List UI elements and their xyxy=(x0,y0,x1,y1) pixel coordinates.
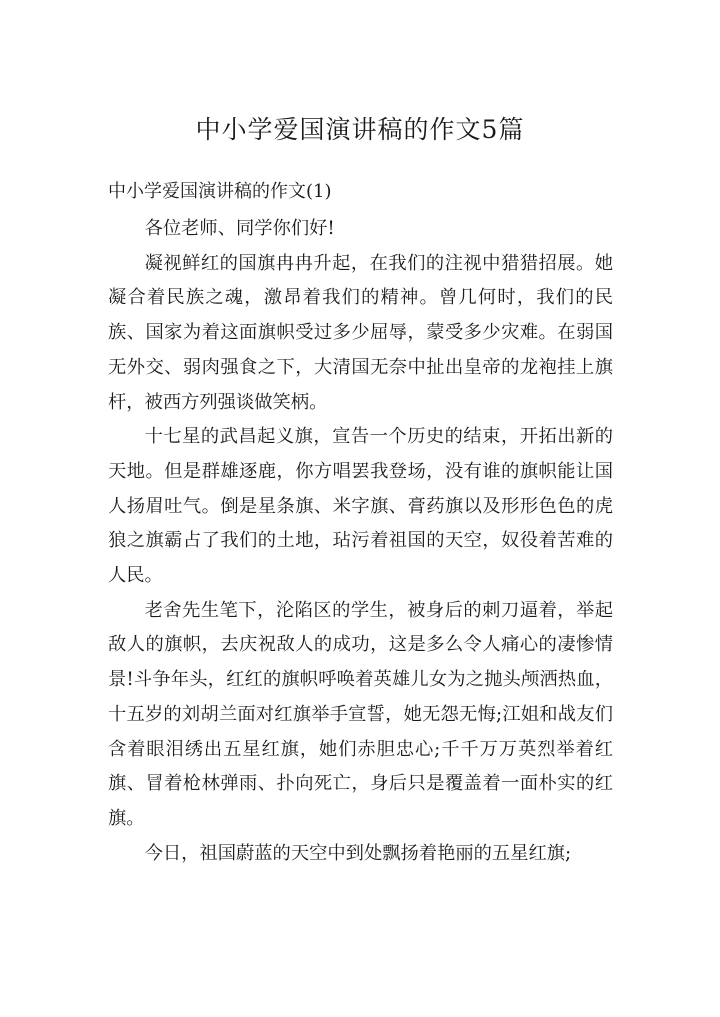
document-title: 中小学爱国演讲稿的作文5篇 xyxy=(195,115,525,144)
paragraph-greeting: 各位老师、同学你们好! xyxy=(144,218,335,239)
paragraph: 今日，祖国蔚蓝的天空中到处飘扬着艳丽的五星红旗; xyxy=(144,842,572,864)
document-body xyxy=(108,212,613,871)
paragraph: 老舍先生笔下，沦陷区的学生，被身后的刺刀逼着，举起敌人的旗帜，去庆祝敌人的成功，这是多么令人痛心的凄惨情景!斗争年头，红红的旗帜呼唤着英雄儿女为之抛头颅洒热血，十五岁的刘胡兰面对红旗举手宣誓，她无怨无悔;江姐和战友们含着眼泪绣出五星红旗，她们赤胆忠心;千千万万英烈举着红旗、冒着枪林弹雨、扑向死亡，身后只是覆盖着一面朴实的红旗。 xyxy=(108,599,613,829)
paragraph: 十七星的武昌起义旗，宣告一个历史的结束，开拓出新的天地。但是群雄逐鹿，你方唱罢我登场，没有谁的旗帜能让国人扬眉吐气。倒是星条旗、米字旗、膏药旗以及形形色色的虎狼之旗霸占了我们的土地，玷污着祖国的天空，奴役着苦难的人民。 xyxy=(108,426,613,587)
paragraph: 凝视鲜红的国旗冉冉升起，在我们的注视中猎猎招展。她凝合着民族之魂，激昂着我们的精神。曾几何时，我们的民族、国家为着这面旗帜受过多少屈辱，蒙受多少灾难。在弱国无外交、弱肉强食之下，大清国无奈中扯出皇帝的龙袍挂上旗杆，被西方列强谈做笑柄。 xyxy=(108,252,613,413)
document-subtitle: 中小学爱国演讲稿的作文(1) xyxy=(108,181,332,202)
